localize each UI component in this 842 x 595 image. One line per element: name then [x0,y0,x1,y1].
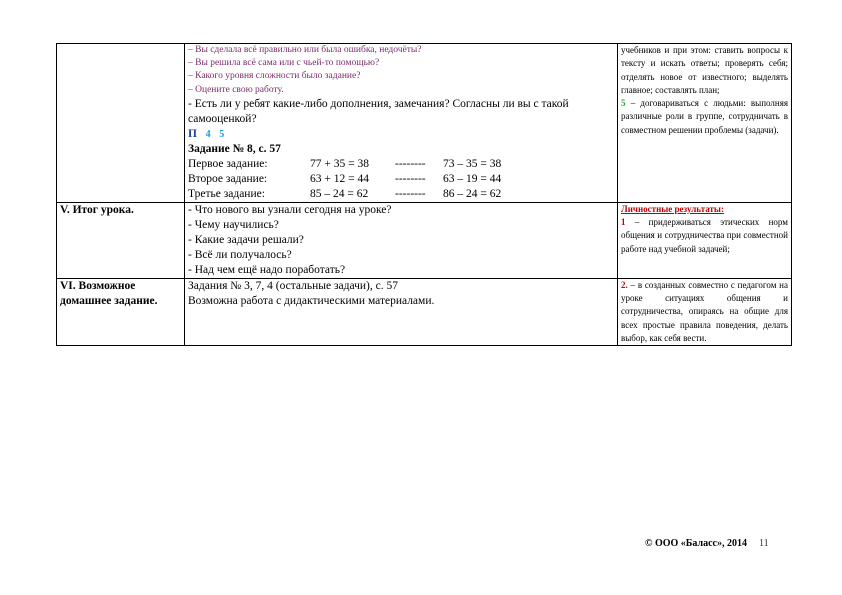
activity-cell [185,202,618,278]
task-expr-a: 85 – 24 = 62 [310,187,369,200]
task-dash: -------- [395,187,426,200]
results-cell [618,202,792,278]
task-title: Задание № 8, с. 57 [188,142,281,155]
results-text: – в созданных совместно с педагогом на уроке ситуациях общения и сотрудничества, опираясь на общие для всех простые правила поведения, делать выбор, как себя вести. [621,279,788,343]
task-expr-b: 86 – 24 = 62 [443,187,502,200]
results-cell [618,44,792,203]
results-heading: Личностные результаты: [621,203,724,214]
task-line [188,187,614,202]
homework-line: Задания № 3, 7, 4 (остальные задачи), с. 57 [188,279,398,292]
task-line [188,157,614,172]
activity-cell [185,44,618,203]
summary-question: - Над чем ещё надо поработать? [188,263,346,276]
stage-title: VI. Возможное домашнее задание. [60,279,158,307]
code-5: 5 [219,128,225,140]
task-label: Второе задание: [188,172,268,185]
task-label: Третье задание: [188,187,265,200]
task-label: Первое задание: [188,157,268,170]
question-line: – Вы решила всё сама или с чьей-то помощью? [188,58,380,69]
copyright-text: © ООО «Баласс», 2014 [645,538,747,549]
results-text: учебников и при этом: ставить вопросы к тексту и искать ответы; проверять себя; отделять новое от известного; выделять главное; составлять план; [621,45,788,95]
table-row [57,202,792,278]
task-expr-a: 63 + 12 = 44 [310,172,369,185]
competency-codes [188,127,614,142]
letter-p: П [188,127,197,140]
stage-cell [57,278,185,345]
task-dash: -------- [395,157,426,170]
activity-cell [185,278,618,345]
summary-question: - Чему научились? [188,218,279,231]
task-expr-b: 73 – 35 = 38 [443,157,502,170]
page-number: 11 [759,538,769,549]
lesson-table [56,43,792,346]
question-line: – Оцените свою работу. [188,84,284,95]
results-number: 5 [621,98,626,109]
page-footer [645,538,769,549]
question-line: – Вы сделала всё правильно или была ошибка, недочёты? [188,45,422,55]
table-row [57,278,792,345]
task-expr-b: 63 – 19 = 44 [443,172,502,185]
summary-question: - Какие задачи решали? [188,233,304,246]
summary-question: - Что нового вы узнали сегодня на уроке? [188,203,392,216]
task-expr-a: 77 + 35 = 38 [310,157,369,170]
results-cell [618,278,792,345]
results-text: – придерживаться этических норм общения и сотрудничества при совместной работе над учебной задачей; [621,217,788,254]
stage-title: V. Итог урока. [60,203,134,216]
results-number: 2. [621,279,628,290]
results-text: – договариваться с людьми: выполняя различные роли в группе, сотрудничать в совместном решении проблемы (задачи). [621,98,788,135]
homework-line: Возможна работа с дидактическими материалами. [188,294,435,307]
table-row [57,44,792,203]
extra-question: - Есть ли у ребят какие-либо дополнения, замечания? Согласны ли вы с такой самооценкой? [188,97,569,125]
question-line: – Какого уровня сложности было задание? [188,71,361,82]
stage-cell [57,202,185,278]
summary-question: - Всё ли получалось? [188,248,292,261]
task-line [188,172,614,187]
task-dash: -------- [395,172,426,185]
code-4: 4 [205,128,211,140]
stage-cell [57,44,185,203]
results-number: 1 [621,217,626,228]
